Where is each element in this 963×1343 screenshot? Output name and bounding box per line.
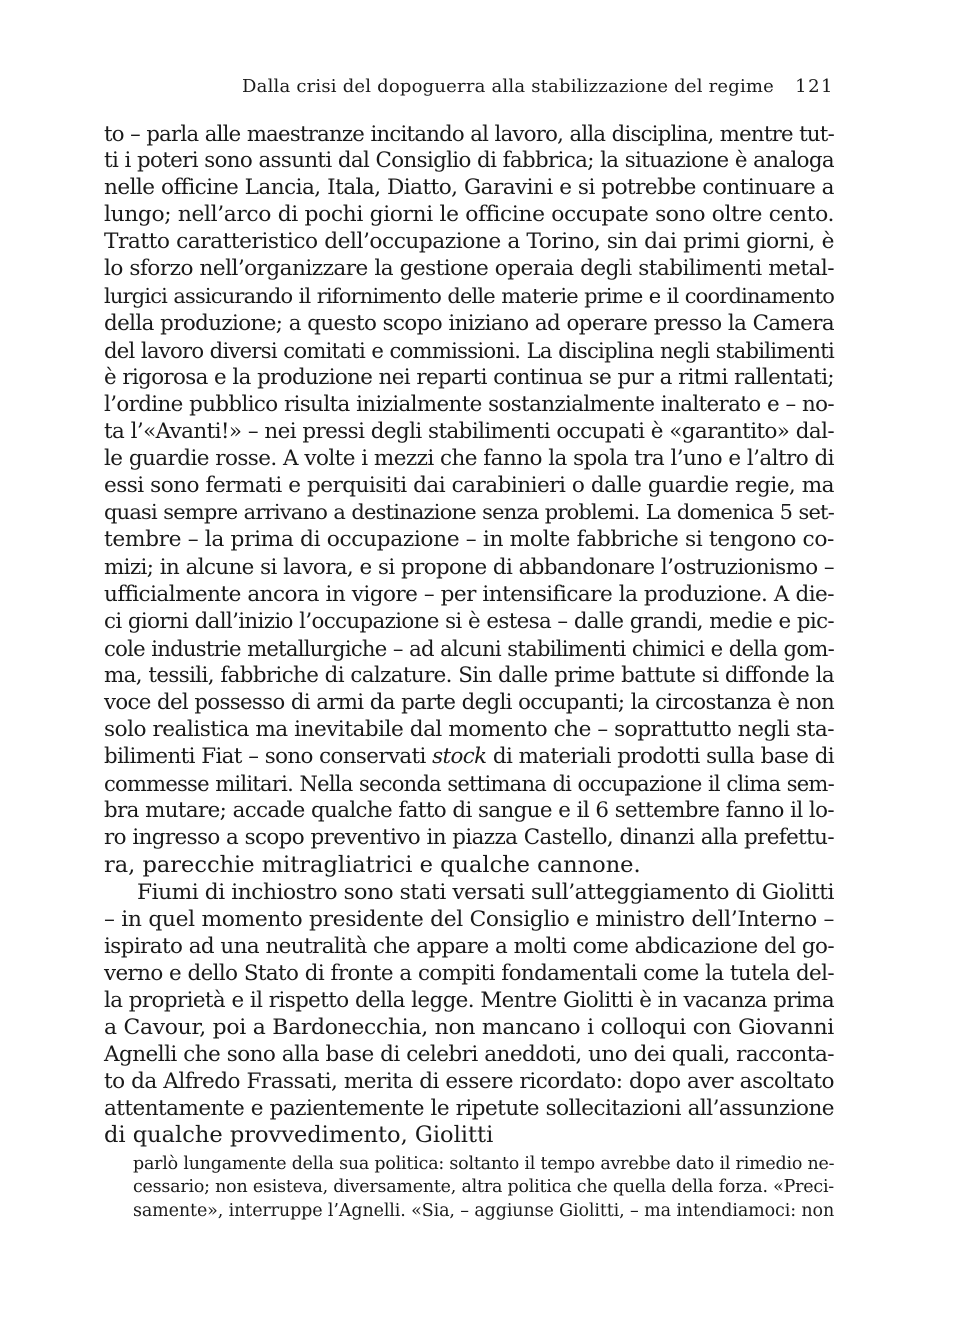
quote-line: parlò lungamente della sua politica: soltanto il tempo avrebbe dato il rimedio ne- xyxy=(133,1154,835,1174)
text-line: quasi sempre arrivano a destinazione senza problemi. La domenica 5 set- xyxy=(104,500,834,525)
text-line: cole industrie metallurgiche – ad alcuni stabilimenti chimici e della gom- xyxy=(104,635,834,661)
text-line: lungo; nell’arco di pochi giorni le officine occupate sono oltre cento. xyxy=(104,202,834,228)
quote-line: cessario; non esisteva, diversamente, altra politica che quella della forza. «Preci- xyxy=(133,1177,834,1198)
main-text xyxy=(104,120,834,1150)
text-line: del lavoro diversi comitati e commissioni. La disciplina negli stabilimenti xyxy=(104,337,834,363)
quote-line: samente», interruppe l’Agnelli. «Sia, – aggiunse Giolitti, – ma intendiamoci: non xyxy=(133,1200,835,1221)
italic-term: stock xyxy=(432,744,487,770)
text-line: verno e dello Stato di fronte a compiti fondamentali come la tutela del- xyxy=(104,960,834,986)
text-line: to – parla alle maestranze incitando al lavoro, alla disciplina, mentre tut- xyxy=(104,121,834,146)
text-line: ci giorni dall’inizio l’occupazione si è estesa – dalle grandi, medie e pic- xyxy=(104,608,834,634)
text-line: mizi; in alcune si lavora, e si propone di abbandonare l’ostruzionismo – xyxy=(104,554,834,580)
running-title: Dalla crisi del dopoguerra alla stabilizzazione del regime xyxy=(242,76,775,97)
text-line: attentamente e pazientemente le ripetute sollecitazioni all’assunzione xyxy=(104,1096,834,1122)
text-line: è rigorosa e la produzione nei reparti continua se pur a ritmi rallentati; xyxy=(104,364,834,390)
text-line: solo realistica ma inevitabile dal momento che – soprattutto negli sta- xyxy=(104,717,834,743)
text-line: ma, tessili, fabbriche di calzature. Sin dalle prime battute si diffonde la xyxy=(104,662,834,688)
text-segment: di materiali prodotti sulla base di xyxy=(486,744,834,770)
text-line: voce del possesso di armi da parte degli occupanti; la circostanza è non xyxy=(104,689,834,715)
text-line: – in quel momento presidente del Consiglio e ministro dell’Interno – xyxy=(104,906,834,932)
text-line: di qualche provvedimento, Giolitti xyxy=(104,1122,494,1149)
text-line: Agnelli che sono alla base di celebri aneddoti, uno dei quali, racconta- xyxy=(104,1042,834,1068)
text-line: lo sforzo nell’organizzare la gestione operaia degli stabilimenti metal- xyxy=(104,256,834,282)
text-line: Tratto caratteristico dell’occupazione a Torino, sin dai primi giorni, è xyxy=(104,229,834,255)
text-line: nelle officine Lancia, Itala, Diatto, Garavini e si potrebbe continuare a xyxy=(104,175,834,201)
text-line-with-italic xyxy=(104,743,834,770)
text-line: l’ordine pubblico risulta inizialmente sostanzialmente inalterato e – no- xyxy=(104,391,834,417)
text-line: ra, parecchie mitragliatrici e qualche cannone. xyxy=(104,851,641,878)
text-line: le guardie rosse. A volte i mezzi che fanno la spola tra l’uno e l’altro di xyxy=(104,446,834,472)
text-line: bra mutare; accade qualche fatto di sangue e il 6 settembre fanno il lo- xyxy=(104,798,834,824)
block-quote xyxy=(133,1153,834,1223)
text-line: tembre – la prima di occupazione – in molte fabbriche si tengono co- xyxy=(104,527,834,553)
text-segment: bilimenti Fiat – sono conservati xyxy=(104,744,433,770)
page-number: 121 xyxy=(795,76,834,97)
text-line: ti i poteri sono assunti dal Consiglio di fabbrica; la situazione è analoga xyxy=(104,148,834,174)
text-line: la proprietà e il rispetto della legge. Mentre Giolitti è in vacanza prima xyxy=(104,988,834,1013)
text-line: essi sono fermati e perquisiti dai carabinieri o dalle guardie regie, ma xyxy=(104,473,834,499)
text-line: ro ingresso a scopo preventivo in piazza Castello, dinanzi alla prefettu- xyxy=(104,825,834,851)
text-line: ufficialmente ancora in vigore – per intensificare la produzione. A die- xyxy=(104,581,834,607)
paragraph-occupation xyxy=(104,120,834,879)
paragraph-giolitti xyxy=(104,879,834,1150)
text-line: Fiumi di inchiostro sono stati versati sull’atteggiamento di Giolitti xyxy=(137,879,835,905)
text-line: della produzione; a questo scopo iniziano ad operare presso la Camera xyxy=(104,310,834,336)
text-line: ta l’«Avanti!» – nei pressi degli stabilimenti occupati è «garantito» dal- xyxy=(104,419,834,445)
text-line: a Cavour, poi a Bardonecchia, non mancano i colloqui con Giovanni xyxy=(104,1015,834,1041)
text-line: ispirato ad una neutralità che appare a molti come abdicazione del go- xyxy=(104,933,834,959)
running-head xyxy=(104,76,834,102)
text-line: commesse militari. Nella seconda settimana di occupazione il clima sem- xyxy=(104,771,834,797)
text-line: to da Alfredo Frassati, merita di essere ricordato: dopo aver ascoltato xyxy=(104,1069,834,1095)
text-line: lurgici assicurando il rifornimento delle materie prime e il coordinamento xyxy=(104,283,834,308)
